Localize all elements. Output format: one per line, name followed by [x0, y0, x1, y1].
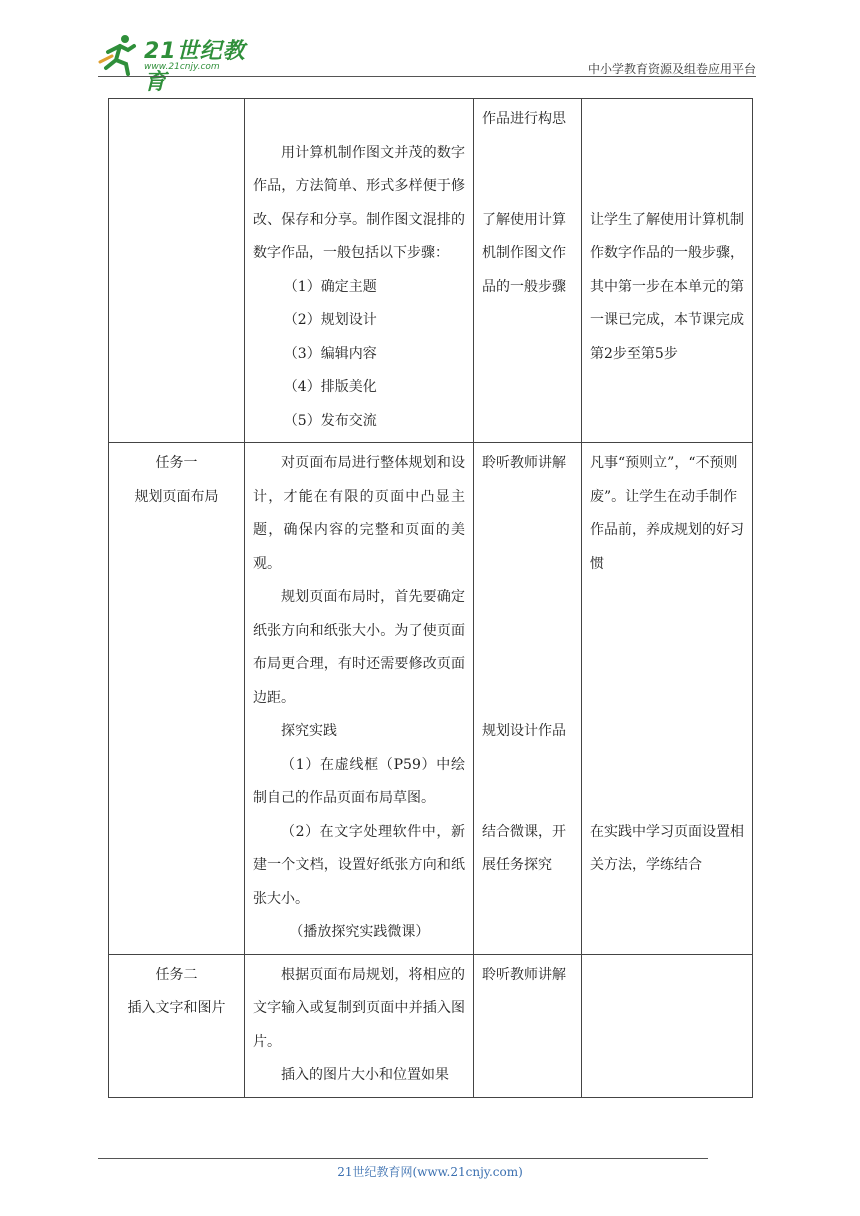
spacer: [482, 682, 573, 716]
table-row: [109, 443, 753, 955]
paragraph: 结合微课，开展任务探究: [482, 823, 566, 873]
paragraph: （4）排版美化: [283, 379, 377, 395]
task-title-line: 任务一: [155, 455, 198, 471]
spacer: [482, 514, 573, 548]
paragraph: （1）在虚线框（P59）中绘制自己的作品页面布局草图。: [253, 756, 465, 806]
task-cell: [109, 99, 245, 443]
task-cell: [109, 954, 245, 1097]
platform-name: 中小学教育资源及组卷应用平台: [587, 62, 756, 76]
spacer: [482, 615, 573, 649]
spacer: [253, 103, 465, 137]
logo-text: 21世纪教育: [144, 39, 246, 95]
site-logo[interactable]: [98, 32, 268, 95]
logo-url: www.21cnjy.com: [144, 62, 220, 72]
spacer: [482, 581, 573, 615]
header-divider: [98, 76, 756, 77]
paragraph: 规划页面布局时，首先要确定纸张方向和纸张大小。为了使页面布局更合理，有时还需要修改页面边距。: [253, 589, 465, 706]
spacer: [590, 782, 744, 816]
spacer: [482, 170, 573, 204]
paragraph: 聆听教师讲解: [482, 966, 566, 983]
table-row: [109, 954, 753, 1097]
paragraph: （2）在文字处理软件中，新建一个文档，设置好纸张方向和纸张大小。: [253, 823, 465, 907]
content-cell: [245, 443, 474, 955]
activity-cell: [474, 954, 582, 1097]
paragraph: 根据页面布局规划，将相应的文字输入或复制到页面中并插入图片。: [253, 966, 465, 1050]
task-title-line: 插入文字和图片: [127, 1000, 226, 1016]
lesson-plan-table: [108, 98, 753, 1098]
paragraph: 规划设计作品: [482, 723, 566, 739]
paragraph: 探究实践: [281, 723, 337, 739]
spacer: [482, 749, 573, 783]
spacer: [482, 548, 573, 582]
content-cell: [245, 954, 474, 1097]
paragraph: 插入的图片大小和位置如果: [281, 1067, 449, 1083]
runner-logo-icon: [98, 32, 142, 76]
intent-cell: [582, 99, 753, 443]
table-row: [109, 99, 753, 443]
activity-cell: [474, 99, 582, 443]
paragraph: 聆听教师讲解: [482, 455, 566, 471]
task-title-line: 任务二: [155, 966, 198, 983]
paragraph: （3）编辑内容: [283, 345, 377, 362]
spacer: [590, 648, 744, 682]
footer-divider: [98, 1158, 708, 1159]
paragraph: （1）确定主题: [283, 278, 377, 295]
spacer: [590, 615, 744, 649]
paragraph: （播放探究实践微课）: [289, 924, 430, 940]
spacer: [482, 648, 573, 682]
spacer: [590, 103, 744, 137]
spacer: [590, 682, 744, 716]
task-title-line: 规划页面布局: [134, 488, 219, 505]
paragraph: 了解使用计算机制作图文作品的一般步骤: [482, 211, 566, 295]
paragraph: （5）发布交流: [283, 412, 377, 429]
spacer: [482, 481, 573, 515]
spacer: [482, 782, 573, 816]
paragraph: 作品进行构思: [482, 111, 566, 127]
intent-cell: [582, 443, 753, 955]
spacer: [482, 137, 573, 171]
paragraph: （2）规划设计: [283, 312, 377, 328]
content-cell: [245, 99, 474, 443]
page-footer[interactable]: 21世纪教育网(www.21cnjy.com): [337, 1165, 523, 1179]
activity-cell: [474, 443, 582, 955]
page-header: [98, 28, 756, 95]
paragraph: 在实践中学习页面设置相关方法，学练结合: [590, 823, 744, 873]
spacer: [590, 749, 744, 783]
spacer: [590, 715, 744, 749]
intent-cell: [582, 954, 753, 1097]
task-cell: [109, 443, 245, 955]
spacer: [590, 170, 744, 204]
paragraph: 对页面布局进行整体规划和设计，才能在有限的页面中凸显主题，确保内容的完整和页面的美观。: [253, 455, 465, 572]
paragraph: 让学生了解使用计算机制作数字作品的一般步骤，其中第一步在本单元的第一课已完成，本节课完成第2步至第5步: [590, 211, 744, 362]
paragraph: 用计算机制作图文并茂的数字作品，方法简单、形式多样便于修改、保存和分享。制作图文混排的数字作品，一般包括以下步骤：: [253, 144, 465, 261]
paragraph: 凡事“预则立”，“不预则废”。让学生在动手制作作品前，养成规划的好习惯: [590, 455, 744, 572]
spacer: [590, 581, 744, 615]
spacer: [590, 137, 744, 171]
